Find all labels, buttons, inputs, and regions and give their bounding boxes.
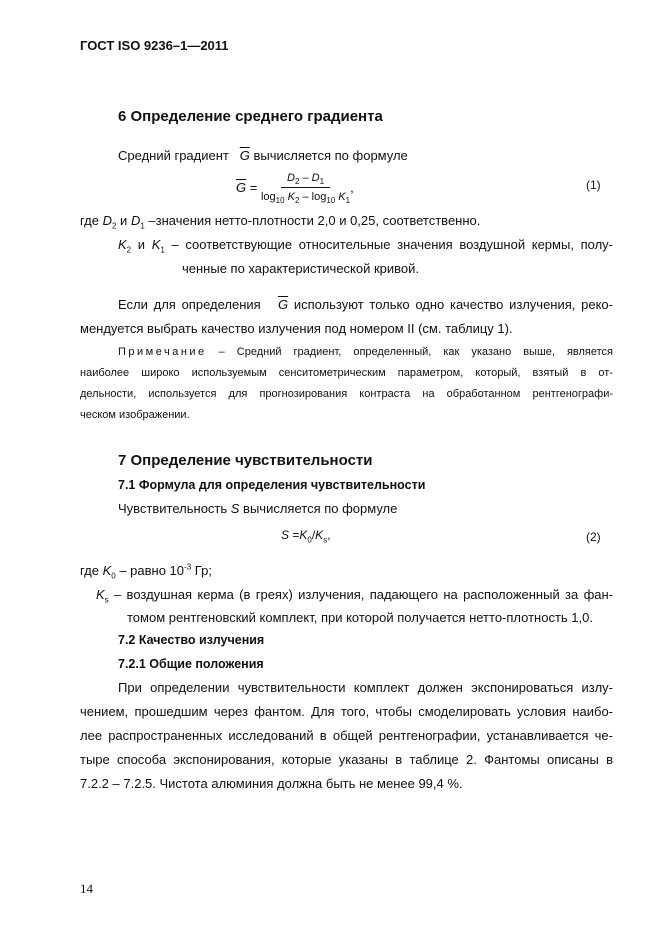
gradient-intro: Средний градиент $\overline{G}$ вычисляется по формуле	[118, 148, 408, 163]
note-line-4: ческом изображении.	[80, 409, 190, 421]
exposure-para-3: лее распространенных исследований в общей рентгенографии, устанавливается че-	[80, 728, 613, 743]
where-k-line: $K_2$ и $K_1$ – соответствующие относительные значения воздушной кермы, полу-	[118, 237, 613, 255]
page-number: 14	[80, 881, 93, 896]
section-6-heading: 6 Определение среднего градиента	[118, 108, 383, 125]
single-quality-para-2: мендуется выбрать качество излучения под номером II (см. таблицу 1).	[80, 321, 513, 336]
note-label: Примечание	[118, 346, 207, 358]
formula-1: $\overline{G}$ = $\frac{D_2 - D_1}{\log_{10} K_2 - \log_{10} K_1}$ ,	[236, 172, 354, 206]
where-d-line: где $D_2$ и $D_1$ –значения нетто-плотности 2,0 и 0,25, соответственно.	[80, 213, 481, 231]
gradient-symbol-2: $\overline{G}$	[277, 297, 289, 312]
exposure-para-1: При определении чувствительности комплект должен экспонироваться излу-	[118, 680, 613, 695]
where-k0-line: где $K_0$ – равно $10^{-3}$ Гр;	[80, 562, 212, 581]
where-k-line-2: ченные по характеристической кривой.	[182, 261, 420, 276]
subsection-7-2-1: 7.2.1 Общие положения	[118, 657, 264, 671]
note-line-2: наиболее широко используемым сенситометрическим параметром, который, взятый в от-	[80, 367, 613, 379]
note-line-3: дельности, используется для прогнозирования контраста на обработанном рентгенографи-	[80, 388, 613, 400]
subsection-7-1: 7.1 Формула для определения чувствительности	[118, 478, 426, 492]
formula-1-fraction: $\frac{D_2 - D_1}{\log_{10} K_2 - \log_{10} K_1}$	[260, 172, 351, 206]
note-line-1: Примечание – Средний градиент, определенный, как указано выше, является	[118, 346, 613, 358]
formula-2: $S =K_0/K_s$,	[281, 528, 331, 545]
gradient-symbol: $\overline{G}$	[239, 148, 250, 163]
exposure-para-4: тыре способа экспонирования, которые указаны в таблице 2. Фантомы описаны в	[80, 752, 613, 767]
document-header: ГОСТ ISO 9236–1—2011	[80, 38, 229, 53]
subsection-7-2: 7.2 Качество излучения	[118, 633, 265, 647]
where-ks-line-2: томом рентгеновский комплект, при которой получается нетто-плотность 1,0.	[127, 610, 593, 625]
single-quality-para: Если для определения $\overline{G}$ используют только одно качество излучения, реко-	[118, 297, 613, 312]
exposure-para-5: 7.2.2 – 7.2.5. Чистота алюминия должна быть не менее 99,4 %.	[80, 776, 463, 791]
formula-2-number: (2)	[586, 530, 601, 544]
formula-1-number: (1)	[586, 178, 601, 192]
exposure-para-2: чением, прошедшим через фантом. Для того, чтобы смоделировать условия наибо-	[80, 704, 613, 719]
section-7-heading: 7 Определение чувствительности	[118, 452, 373, 469]
where-ks-line: $K_s$ – воздушная керма (в греях) излучения, падающего на расположенный за фан-	[96, 587, 613, 605]
sensitivity-intro: Чувствительность S вычисляется по формуле	[118, 501, 398, 516]
